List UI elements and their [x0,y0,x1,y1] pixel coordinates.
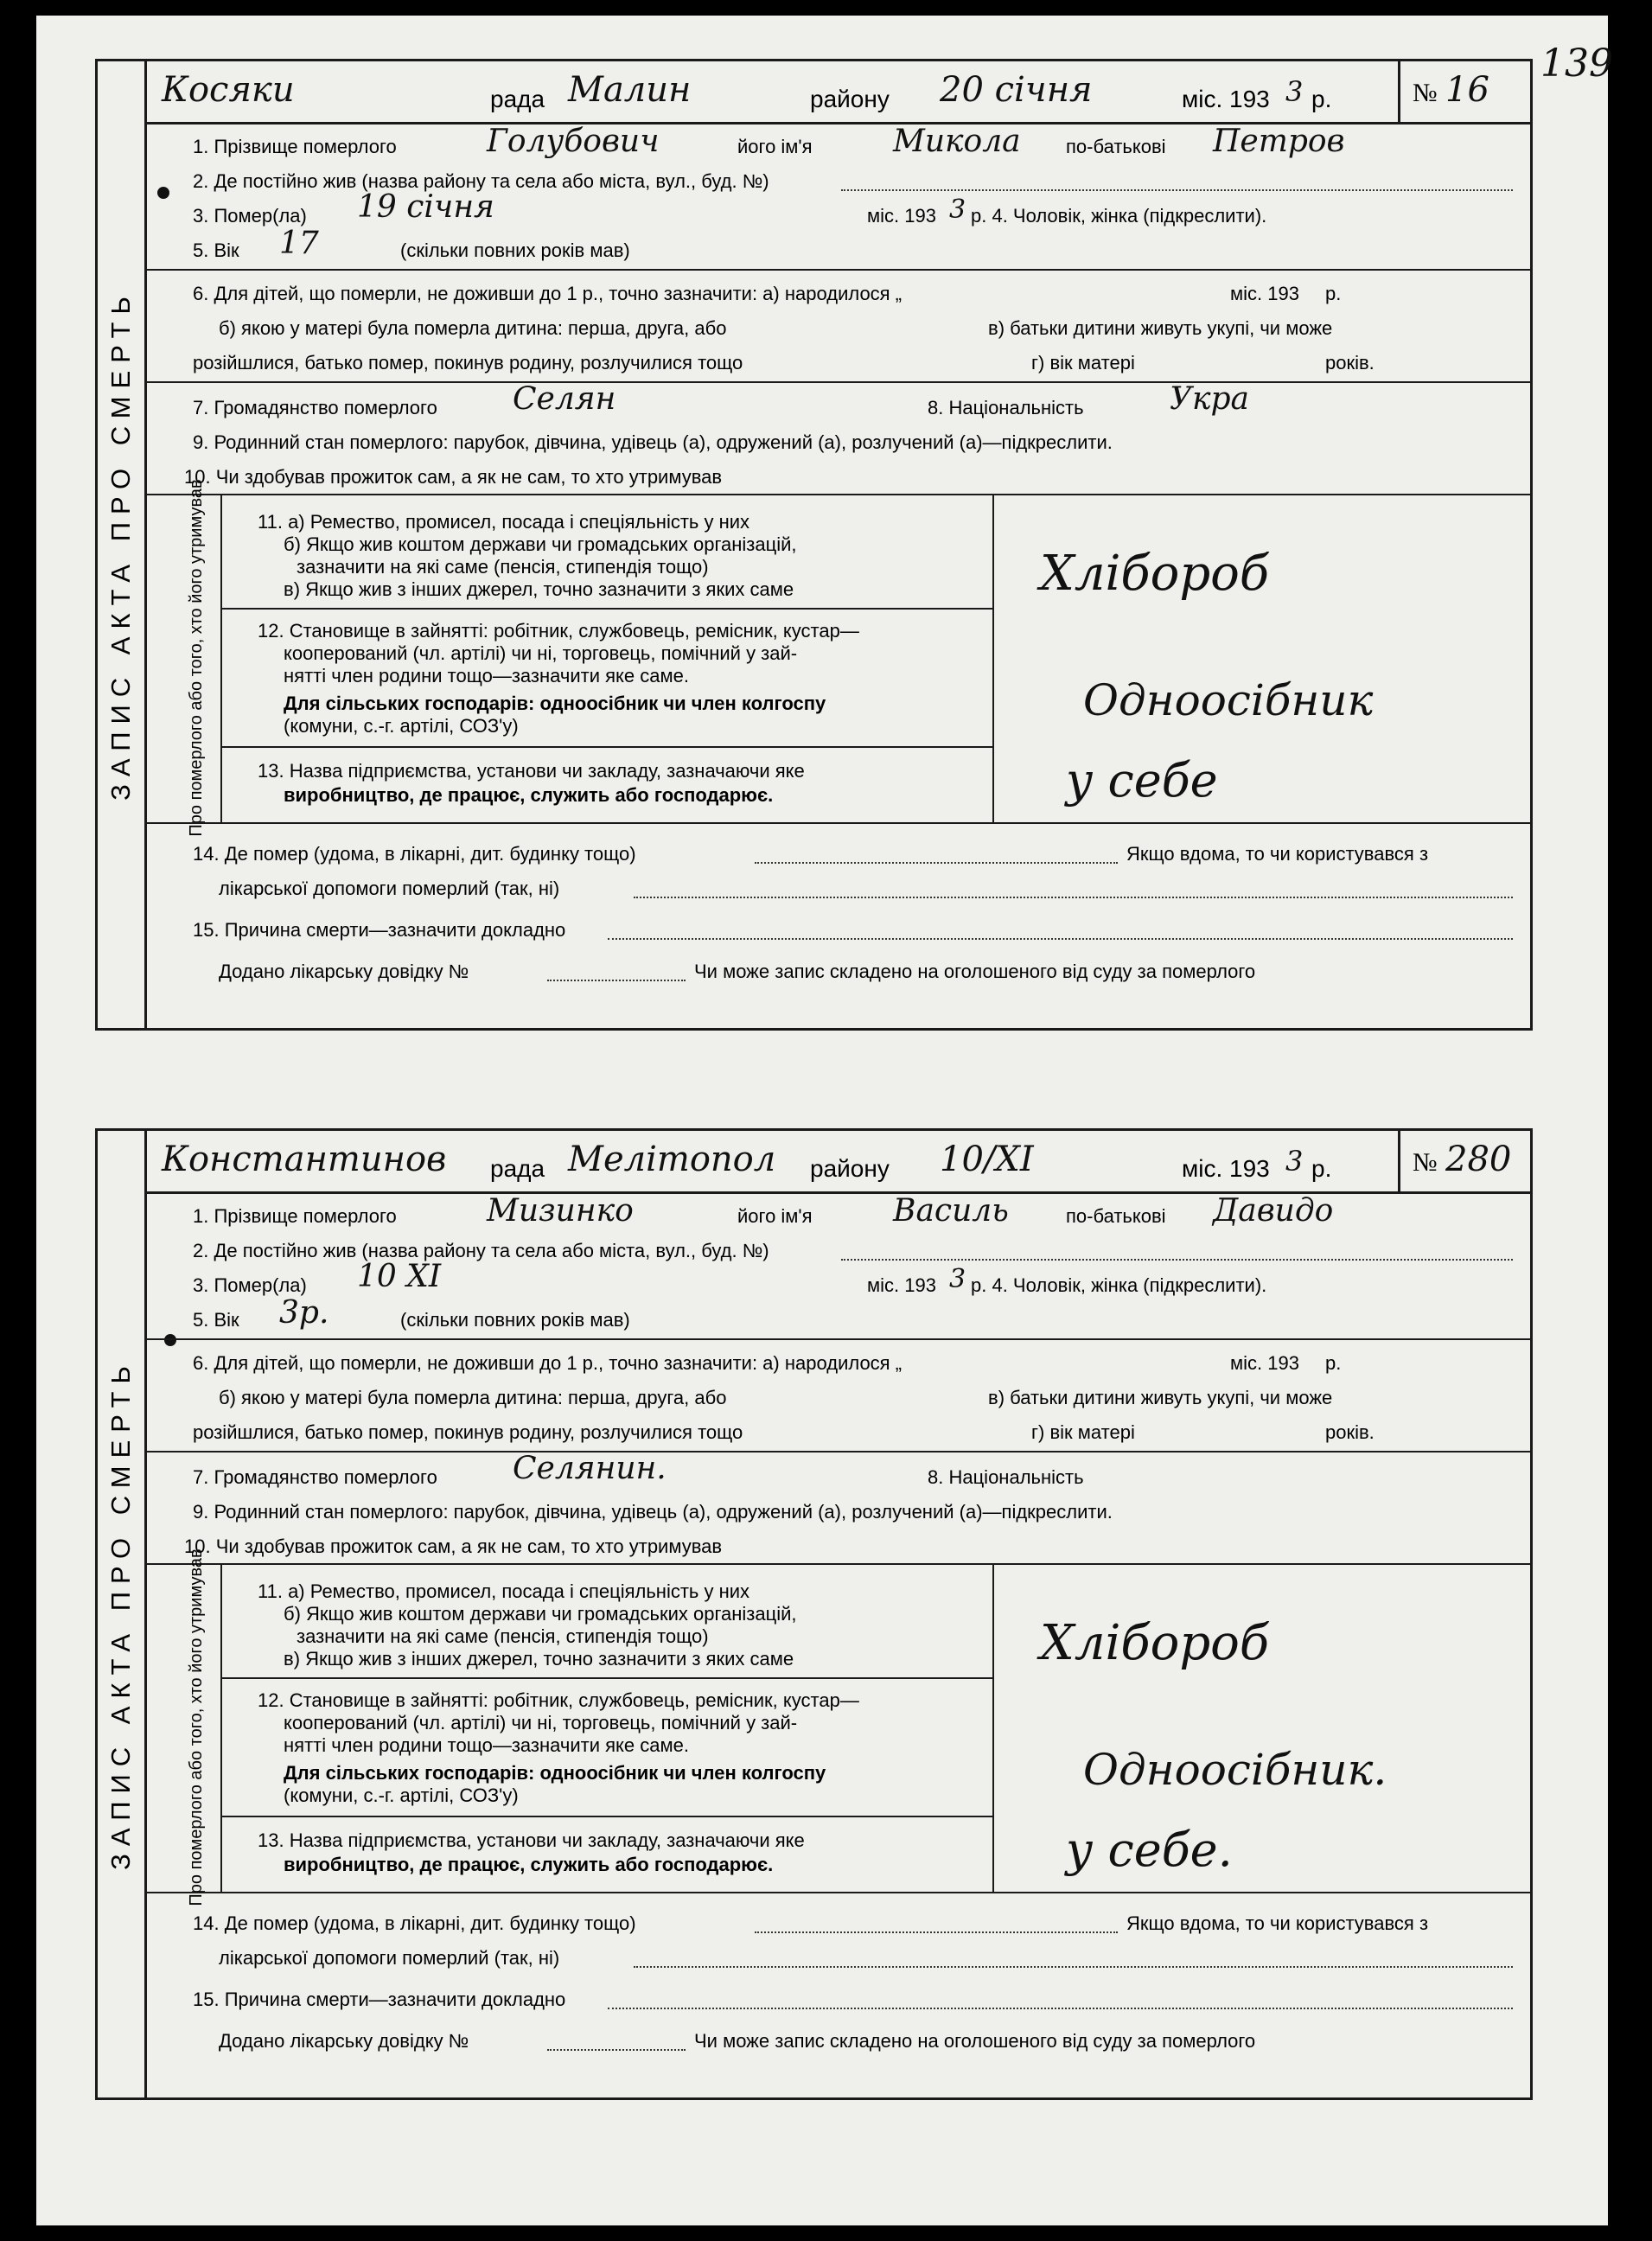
line-7-label: 7. Громадянство померлого [193,397,437,418]
death-month-label: міс. 193 [867,1274,936,1296]
divider [220,746,992,748]
patronymic-label: по-батькові [1066,136,1166,157]
raion-label: району [810,1155,890,1182]
line-2: 2. Де постійно жив (назва району та села або міста, вул., буд. №) [193,1240,769,1261]
line-5-label: 5. Вік [193,239,239,261]
line-16: Додано лікарську довідку № [219,2030,469,2052]
form-header [144,1131,1530,1194]
month-label: міс. 193 [1182,86,1270,112]
death-date: 10 XI [357,1259,442,1294]
divider [144,381,1530,383]
occupation-value: Хлібороб [1040,546,1270,602]
line-5-label: 5. Вік [193,1309,239,1331]
patronymic-label: по-батькові [1066,1205,1166,1227]
line-1-label: 1. Прізвище померлого [193,136,397,157]
spine-title: ЗАПИС АКТА ПРО СМЕРТЬ [105,1358,136,1870]
divider [144,494,1530,495]
year-suffix: р. [1311,1155,1332,1182]
deceased-patronymic: Давидо [1213,1193,1334,1229]
divider [144,1338,1530,1340]
spine-title: ЗАПИС АКТА ПРО СМЕРТЬ [105,289,136,801]
line-11b: б) Якщо жив коштом держави чи громадських організацій, [284,533,797,555]
line-11d: в) Якщо жив з інших джерел, точно зазначити з яких саме [284,578,794,600]
divider [220,1816,992,1817]
line-9: 9. Родинний стан померлого: парубок, дівчина, удівець (а), одружений (а), розлучений (а)—підкреслити. [193,431,1113,453]
deceased-surname: Голубович [487,124,660,159]
line-11d: в) Якщо жив з інших джерел, точно зазначити з яких саме [284,1648,794,1670]
line-6b: б) якою у матері була померла дитина: перша, друга, або [219,1387,727,1408]
line-15: 15. Причина смерти—зазначити докладно [193,1989,566,2010]
divider [144,269,1530,271]
rada-label: рада [490,86,545,112]
death-year: 3 [949,195,966,225]
fill-line [634,897,1513,898]
line-3-label: 3. Помер(ла) [193,1274,307,1296]
nationality-value: Укра [1170,381,1250,417]
death-record-form [95,1128,1533,2100]
line-5-note: (скільки повних років мав) [400,1309,630,1331]
fill-line [547,980,686,981]
deceased-first-name: Микола [893,124,1021,159]
line-6a-year: р. [1325,283,1342,304]
line-5-note: (скільки повних років мав) [400,239,630,261]
side-label: Про померлого або того, хто його утримував [187,1548,206,1906]
line-8-label: 8. Національність [928,397,1084,418]
occupation-value: Хлібороб [1040,1615,1270,1671]
divider [144,1892,1530,1893]
employment-status-value: Одноосібник [1083,675,1374,725]
line-2: 2. Де постійно жив (назва району та села або міста, вул., буд. №) [193,170,769,192]
fill-line [841,189,1513,191]
line-12e: (комуни, с.-г. артілі, СОЗ'у) [284,715,519,737]
divider [144,1451,1530,1452]
line-12c: нятті член родини тощо—зазначити яке саме. [284,1734,689,1756]
line-14a: 14. Де помер (удома, в лікарні, дит. будинку тощо) [193,843,636,865]
month-label: міс. 193 [1182,1155,1270,1182]
divider [992,494,994,822]
line-12d: Для сільських господарів: одноосібник чи член колгоспу [284,693,826,714]
divider [144,822,1530,824]
line-6c: розійшлися, батько помер, покинув родину, розлучилися тощо [193,1421,743,1443]
raion-label: району [810,86,890,112]
record-number: 280 [1445,1140,1512,1179]
form-spine [98,1131,147,2097]
line-12a: 12. Становище в зайнятті: робітник, службовець, ремісник, кустар— [258,1689,859,1711]
workplace-value: у себе. [1066,1823,1233,1877]
line-6a-year: р. [1325,1352,1342,1374]
deceased-surname: Мизинко [487,1193,634,1229]
record-number: 16 [1445,70,1489,110]
line-13a: 13. Назва підприємства, установи чи закладу, зазначаючи яке [258,1829,805,1851]
line-12e: (комуни, с.-г. артілі, СОЗ'у) [284,1784,519,1806]
line-3-4: р. 4. Чоловік, жінка (підкреслити). [971,205,1267,227]
line-11c: зазначити на які саме (пенсія, стипендія тощо) [297,556,709,578]
deceased-patronymic: Петров [1213,124,1345,159]
divider [220,494,222,822]
fill-line [608,938,1513,940]
line-1-label: 1. Прізвище померлого [193,1205,397,1227]
name-label: його ім'я [737,1205,813,1227]
line-6b: б) якою у матері була померла дитина: перша, друга, або [219,317,727,339]
divider [220,1677,992,1679]
line-13a: 13. Назва підприємства, установи чи закладу, зазначаючи яке [258,760,805,782]
line-10: 10. Чи здобував прожиток сам, а як не сам, то хто утримував [184,1536,723,1557]
line-14b: лікарської допомоги померлий (так, ні) [219,878,560,899]
district-name: Мелітопол [568,1140,776,1179]
line-8-label: 8. Національність [928,1466,1084,1488]
citizenship-value: Селянин. [513,1451,667,1486]
line-11b: б) Якщо жив коштом держави чи громадських організацій, [284,1603,797,1625]
employment-status-value: Одноосібник. [1083,1745,1387,1795]
citizenship-value: Селян [513,381,616,417]
line-12a: 12. Становище в зайнятті: робітник, службовець, ремісник, кустар— [258,620,859,642]
line-12d: Для сільських господарів: одноосібник чи член колгоспу [284,1762,826,1784]
line-6a: 6. Для дітей, що померли, не доживши до 1 р., точно зазначити: а) народилося „ [193,283,903,304]
name-label: його ім'я [737,136,813,157]
district-name: Малин [568,70,692,110]
line-6a: 6. Для дітей, що померли, не доживши до 1 р., точно зазначити: а) народилося „ [193,1352,903,1374]
line-13b: виробництво, де працює, служить або господарює. [284,1854,774,1875]
divider [992,1563,994,1892]
line-6b-end: в) батьки дитини живуть укупі, чи може [988,1387,1333,1408]
line-11a: 11. а) Ремество, промисел, посада і спеціяльність у них [258,511,750,533]
line-3-4: р. 4. Чоловік, жінка (підкреслити). [971,1274,1267,1296]
line-6c-mid: г) вік матері [1031,352,1135,374]
fill-line [547,2049,686,2051]
age-value: 17 [279,226,319,261]
line-13b: виробництво, де працює, служить або господарює. [284,784,774,806]
record-year: 3 [1285,1145,1304,1178]
record-number-box [1398,1131,1530,1191]
death-record-form [95,59,1533,1031]
record-date: 20 січня [940,70,1093,110]
line-6a-end: міс. 193 [1230,1352,1299,1374]
fill-line [755,1931,1118,1933]
line-7-label: 7. Громадянство померлого [193,1466,437,1488]
line-12b: кооперований (чл. артілі) чи ні, торговець, помічний у зай- [284,642,798,664]
line-16-end: Чи може запис складено на оголошеного від суду за померлого [694,2030,1256,2052]
line-9: 9. Родинний стан померлого: парубок, дівчина, удівець (а), одружений (а), розлучений (а)—підкреслити. [193,1501,1113,1523]
year-suffix: р. [1311,86,1332,112]
council-name: Косяки [162,70,295,110]
death-date: 19 січня [357,189,494,225]
line-15: 15. Причина смерти—зазначити докладно [193,919,566,941]
deceased-first-name: Василь [893,1193,1009,1229]
form-header [144,61,1530,124]
line-6c-end: років. [1325,1421,1375,1443]
death-month-label: міс. 193 [867,205,936,227]
line-14a-end: Якщо вдома, то чи користувався з [1126,843,1429,865]
line-11c: зазначити на які саме (пенсія, стипендія тощо) [297,1625,709,1647]
line-16-end: Чи може запис складено на оголошеного від суду за померлого [694,961,1256,982]
number-label: № [1413,79,1438,107]
line-6a-end: міс. 193 [1230,283,1299,304]
line-10: 10. Чи здобував прожиток сам, а як не сам, то хто утримував [184,466,723,488]
divider [220,608,992,610]
line-14a: 14. Де помер (удома, в лікарні, дит. будинку тощо) [193,1912,636,1934]
record-date: 10/XI [940,1140,1034,1179]
workplace-value: у себе [1066,753,1218,808]
fill-line [755,862,1118,864]
fill-line [841,1259,1513,1261]
form-spine [98,61,147,1028]
rada-label: рада [490,1155,545,1182]
number-label: № [1413,1148,1438,1177]
line-14b: лікарської допомоги померлий (так, ні) [219,1947,560,1969]
line-6c-end: років. [1325,352,1375,374]
line-14a-end: Якщо вдома, то чи користувався з [1126,1912,1429,1934]
line-16: Додано лікарську довідку № [219,961,469,982]
record-number-box [1398,61,1530,122]
age-value: 3р. [279,1295,329,1331]
death-year: 3 [949,1264,966,1294]
line-6b-end: в) батьки дитини живуть укупі, чи може [988,317,1333,339]
line-12b: кооперований (чл. артілі) чи ні, торговець, помічний у зай- [284,1712,798,1733]
divider [144,1563,1530,1565]
divider [220,1563,222,1892]
fill-line [608,2008,1513,2009]
line-12c: нятті член родини тощо—зазначити яке саме. [284,665,689,686]
side-label: Про померлого або того, хто його утримував [187,479,206,837]
archive-page-number: 139 [1540,42,1613,86]
fill-line [634,1966,1513,1968]
line-11a: 11. а) Ремество, промисел, посада і спеціяльність у них [258,1580,750,1602]
line-6c-mid: г) вік матері [1031,1421,1135,1443]
line-3-label: 3. Помер(ла) [193,205,307,227]
record-year: 3 [1285,75,1304,108]
line-6c: розійшлися, батько помер, покинув родину, розлучилися тощо [193,352,743,374]
council-name: Константинов [162,1140,447,1179]
